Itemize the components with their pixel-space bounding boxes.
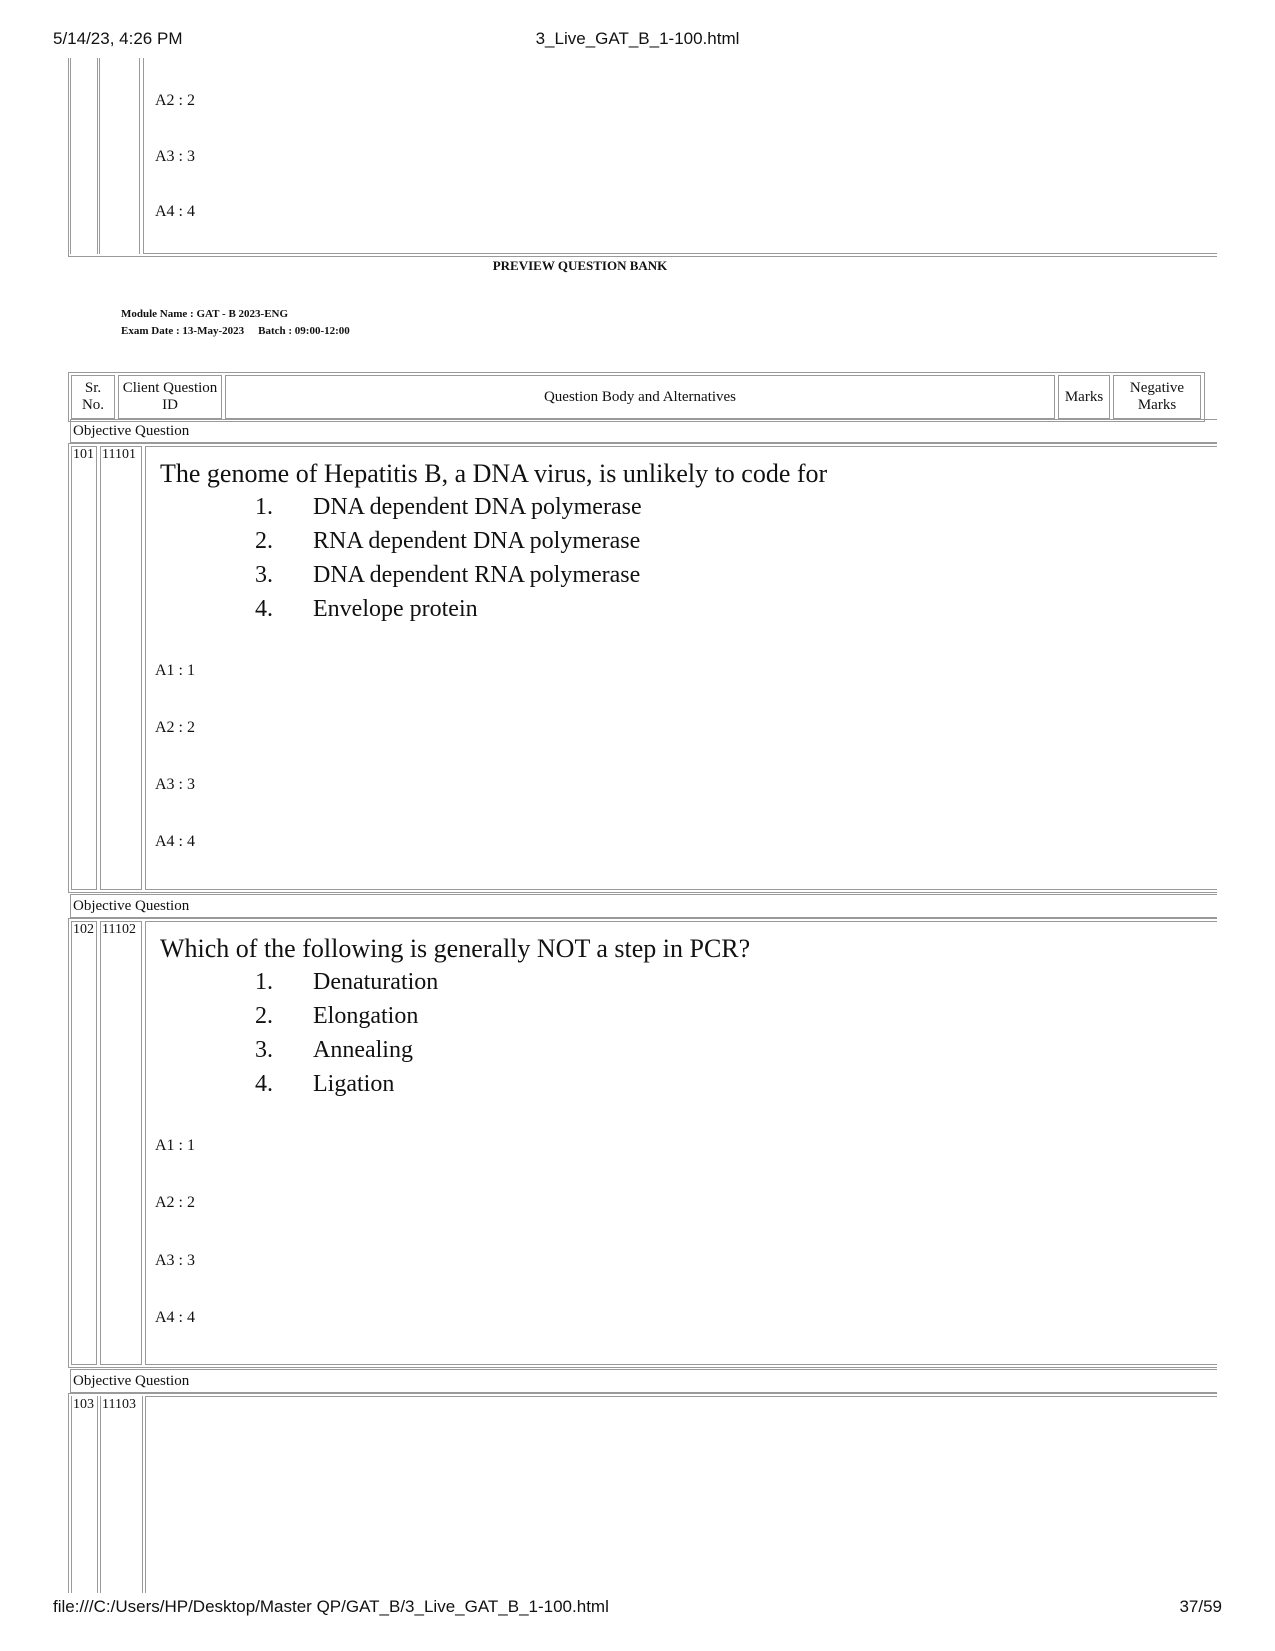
alternative-a3: A3 : 3: [155, 1252, 195, 1269]
option-text: Annealing: [313, 1037, 413, 1063]
alternative-a3: A3 : 3: [155, 148, 195, 165]
option-text: Denaturation: [313, 969, 439, 995]
print-datetime: 5/14/23, 4:26 PM: [53, 29, 183, 48]
question-type-label: Objective Question: [73, 1373, 190, 1389]
print-page-number: 37/59: [1179, 1597, 1222, 1616]
option-text: RNA dependent DNA polymerase: [313, 528, 641, 554]
question-type-label: Objective Question: [73, 898, 190, 914]
exam-date: Exam Date : 13-May-2023 Batch : 09:00-12:00: [121, 325, 350, 337]
alternative-a2: A2 : 2: [155, 92, 195, 109]
alternative-a2: A2 : 2: [155, 1194, 195, 1211]
option-text: Elongation: [313, 1003, 419, 1029]
client-question-id: 11103: [102, 1397, 136, 1412]
option-number: 1.: [255, 494, 273, 520]
header-sr-no: Sr. No.: [81, 380, 105, 413]
option-number: 2.: [255, 1003, 273, 1029]
header-question-body: Question Body and Alternatives: [543, 389, 737, 405]
option-number: 1.: [255, 969, 273, 995]
sr-no: 101: [73, 447, 94, 462]
alternative-a4: A4 : 4: [155, 833, 195, 850]
print-document-title: 3_Live_GAT_B_1-100.html: [535, 29, 740, 48]
print-file-path: file:///C:/Users/HP/Desktop/Master QP/GAT_B/3_Live_GAT_B_1-100.html: [53, 1597, 609, 1616]
header-marks: Marks: [1064, 389, 1104, 405]
option-number: 2.: [255, 528, 273, 554]
option-number: 3.: [255, 562, 273, 588]
option-text: DNA dependent DNA polymerase: [313, 494, 642, 520]
alternative-a3: A3 : 3: [155, 776, 195, 793]
client-question-id: 11102: [102, 922, 136, 937]
header-client-question-id: Client Question ID: [122, 380, 218, 413]
option-text: DNA dependent RNA polymerase: [313, 562, 641, 588]
alternative-a4: A4 : 4: [155, 1309, 195, 1326]
module-name: Module Name : GAT - B 2023-ENG: [121, 308, 289, 320]
alternative-a4: A4 : 4: [155, 203, 195, 220]
option-number: 4.: [255, 1071, 273, 1097]
option-number: 3.: [255, 1037, 273, 1063]
option-text: Envelope protein: [313, 596, 478, 622]
option-text: Ligation: [313, 1071, 395, 1097]
section-title: PREVIEW QUESTION BANK: [492, 258, 668, 273]
question-text: The genome of Hepatitis B, a DNA virus, is unlikely to code for: [160, 459, 828, 488]
question-type-label: Objective Question: [73, 423, 190, 439]
alternative-a1: A1 : 1: [155, 662, 195, 679]
option-number: 4.: [255, 596, 273, 622]
sr-no: 103: [73, 1397, 94, 1412]
question-text: Which of the following is generally NOT a step in PCR?: [160, 934, 751, 963]
client-question-id: 11101: [102, 447, 136, 462]
header-negative-marks: Negative Marks: [1129, 380, 1185, 413]
alternative-a1: A1 : 1: [155, 1137, 195, 1154]
sr-no: 102: [73, 922, 94, 937]
alternative-a2: A2 : 2: [155, 719, 195, 736]
